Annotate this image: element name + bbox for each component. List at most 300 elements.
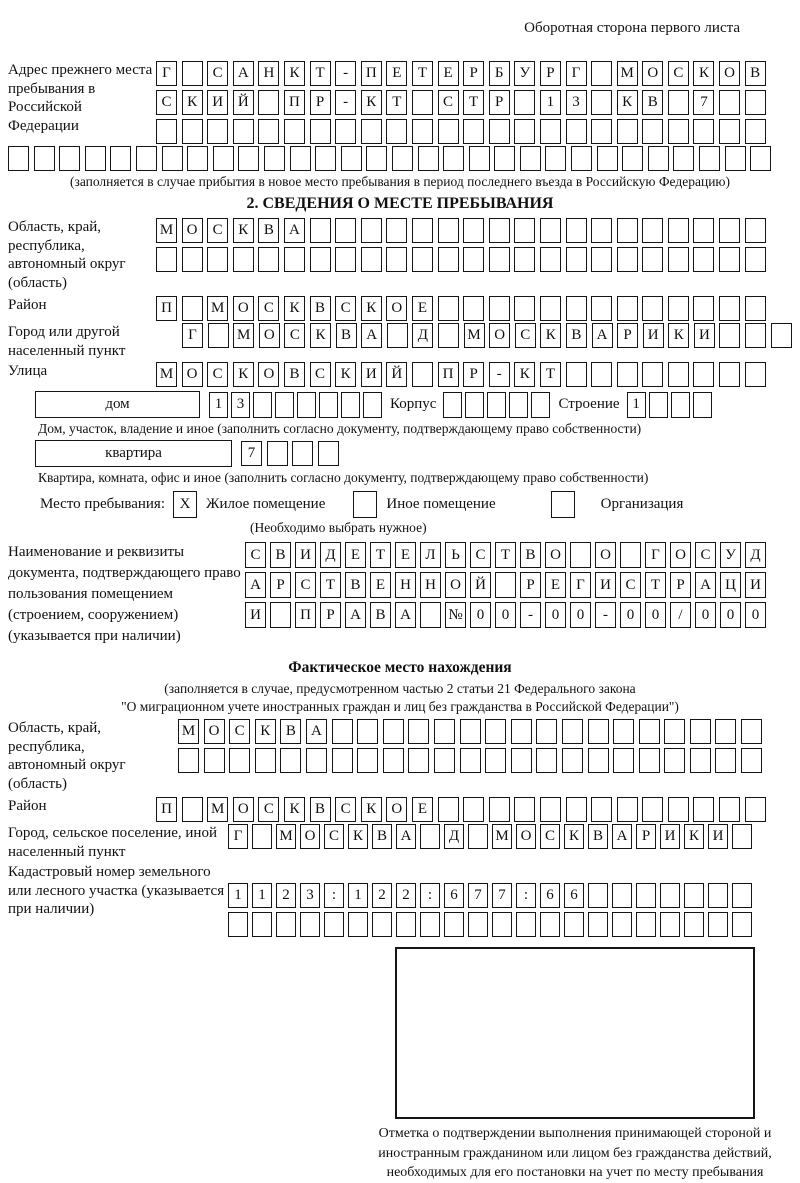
- char-cell[interactable]: П: [156, 797, 177, 822]
- char-cell[interactable]: К: [233, 218, 254, 243]
- apartment-type-box[interactable]: квартира: [35, 440, 232, 467]
- char-cell[interactable]: [693, 392, 712, 418]
- char-cell[interactable]: [489, 247, 510, 272]
- char-cell[interactable]: А: [592, 323, 613, 348]
- char-cell[interactable]: Т: [412, 61, 433, 86]
- char-cell[interactable]: [591, 61, 612, 86]
- char-cell[interactable]: [540, 218, 561, 243]
- char-cell[interactable]: П: [438, 362, 459, 387]
- char-cell[interactable]: [591, 362, 612, 387]
- char-cell[interactable]: :: [420, 883, 440, 908]
- char-cell[interactable]: :: [324, 883, 344, 908]
- char-cell[interactable]: [489, 797, 510, 822]
- char-cell[interactable]: №: [445, 602, 466, 628]
- char-cell[interactable]: [489, 119, 510, 144]
- char-cell[interactable]: [771, 323, 792, 348]
- char-cell[interactable]: [208, 323, 229, 348]
- char-cell[interactable]: А: [233, 61, 254, 86]
- char-cell[interactable]: И: [694, 323, 715, 348]
- char-cell[interactable]: [310, 119, 331, 144]
- char-cell[interactable]: О: [516, 824, 536, 849]
- char-cell[interactable]: С: [324, 824, 344, 849]
- char-cell[interactable]: [438, 247, 459, 272]
- char-cell[interactable]: [591, 90, 612, 115]
- char-cell[interactable]: [182, 61, 203, 86]
- char-cell[interactable]: [396, 912, 416, 937]
- char-cell[interactable]: [719, 362, 740, 387]
- char-cell[interactable]: О: [545, 542, 566, 568]
- char-cell[interactable]: [383, 719, 404, 744]
- char-cell[interactable]: [732, 912, 752, 937]
- char-cell[interactable]: [292, 441, 313, 466]
- char-cell[interactable]: [444, 912, 464, 937]
- char-cell[interactable]: [392, 146, 413, 171]
- char-cell[interactable]: [255, 748, 276, 773]
- char-cell[interactable]: К: [348, 824, 368, 849]
- char-cell[interactable]: [588, 748, 609, 773]
- char-cell[interactable]: Н: [395, 572, 416, 598]
- char-cell[interactable]: К: [361, 90, 382, 115]
- char-cell[interactable]: Д: [745, 542, 766, 568]
- char-cell[interactable]: [693, 218, 714, 243]
- char-cell[interactable]: С: [515, 323, 536, 348]
- char-cell[interactable]: 2: [276, 883, 296, 908]
- char-cell[interactable]: С: [207, 218, 228, 243]
- char-cell[interactable]: В: [310, 797, 331, 822]
- char-cell[interactable]: [270, 602, 291, 628]
- char-cell[interactable]: М: [464, 323, 485, 348]
- char-cell[interactable]: М: [276, 824, 296, 849]
- char-cell[interactable]: /: [670, 602, 691, 628]
- char-cell[interactable]: [438, 797, 459, 822]
- char-cell[interactable]: Й: [233, 90, 254, 115]
- char-cell[interactable]: [267, 441, 288, 466]
- char-cell[interactable]: Т: [645, 572, 666, 598]
- char-cell[interactable]: [213, 146, 234, 171]
- char-cell[interactable]: В: [642, 90, 663, 115]
- char-cell[interactable]: Т: [386, 90, 407, 115]
- char-cell[interactable]: Г: [566, 61, 587, 86]
- char-cell[interactable]: И: [745, 572, 766, 598]
- char-cell[interactable]: Е: [386, 61, 407, 86]
- char-cell[interactable]: [514, 797, 535, 822]
- char-cell[interactable]: А: [396, 824, 416, 849]
- char-cell[interactable]: К: [564, 824, 584, 849]
- char-cell[interactable]: 2: [372, 883, 392, 908]
- char-cell[interactable]: [715, 719, 736, 744]
- char-cell[interactable]: [361, 218, 382, 243]
- char-cell[interactable]: С: [335, 797, 356, 822]
- char-cell[interactable]: [229, 748, 250, 773]
- char-cell[interactable]: В: [336, 323, 357, 348]
- char-cell[interactable]: [59, 146, 80, 171]
- char-cell[interactable]: [438, 323, 459, 348]
- char-cell[interactable]: К: [693, 61, 714, 86]
- char-cell[interactable]: 0: [470, 602, 491, 628]
- char-cell[interactable]: [642, 362, 663, 387]
- char-cell[interactable]: [420, 824, 440, 849]
- char-cell[interactable]: Е: [545, 572, 566, 598]
- char-cell[interactable]: К: [361, 296, 382, 321]
- char-cell[interactable]: [636, 912, 656, 937]
- char-cell[interactable]: Д: [412, 323, 433, 348]
- char-cell[interactable]: [443, 392, 462, 418]
- char-cell[interactable]: [612, 883, 632, 908]
- char-cell[interactable]: С: [258, 296, 279, 321]
- char-cell[interactable]: О: [670, 542, 691, 568]
- char-cell[interactable]: М: [617, 61, 638, 86]
- char-cell[interactable]: [264, 146, 285, 171]
- char-cell[interactable]: [332, 719, 353, 744]
- char-cell[interactable]: :: [516, 883, 536, 908]
- char-cell[interactable]: 7: [492, 883, 512, 908]
- char-cell[interactable]: О: [300, 824, 320, 849]
- char-cell[interactable]: [708, 883, 728, 908]
- char-cell[interactable]: [668, 90, 689, 115]
- char-cell[interactable]: М: [178, 719, 199, 744]
- char-cell[interactable]: А: [245, 572, 266, 598]
- char-cell[interactable]: [187, 146, 208, 171]
- char-cell[interactable]: [591, 119, 612, 144]
- char-cell[interactable]: [562, 719, 583, 744]
- char-cell[interactable]: [361, 119, 382, 144]
- char-cell[interactable]: У: [514, 61, 535, 86]
- char-cell[interactable]: [536, 719, 557, 744]
- char-cell[interactable]: И: [245, 602, 266, 628]
- char-cell[interactable]: [463, 247, 484, 272]
- char-cell[interactable]: [745, 119, 766, 144]
- char-cell[interactable]: [617, 218, 638, 243]
- char-cell[interactable]: С: [156, 90, 177, 115]
- char-cell[interactable]: [156, 247, 177, 272]
- char-cell[interactable]: 0: [645, 602, 666, 628]
- char-cell[interactable]: А: [395, 602, 416, 628]
- char-cell[interactable]: [412, 90, 433, 115]
- char-cell[interactable]: С: [310, 362, 331, 387]
- char-cell[interactable]: [412, 119, 433, 144]
- char-cell[interactable]: [357, 719, 378, 744]
- char-cell[interactable]: [514, 218, 535, 243]
- char-cell[interactable]: В: [280, 719, 301, 744]
- char-cell[interactable]: [182, 119, 203, 144]
- char-cell[interactable]: [463, 218, 484, 243]
- char-cell[interactable]: О: [386, 296, 407, 321]
- char-cell[interactable]: [613, 748, 634, 773]
- char-cell[interactable]: [387, 323, 408, 348]
- char-cell[interactable]: Т: [320, 572, 341, 598]
- char-cell[interactable]: [745, 797, 766, 822]
- char-cell[interactable]: Р: [463, 61, 484, 86]
- char-cell[interactable]: [642, 247, 663, 272]
- char-cell[interactable]: [642, 296, 663, 321]
- char-cell[interactable]: Г: [645, 542, 666, 568]
- char-cell[interactable]: 0: [495, 602, 516, 628]
- char-cell[interactable]: Н: [258, 61, 279, 86]
- char-cell[interactable]: [434, 719, 455, 744]
- char-cell[interactable]: В: [258, 218, 279, 243]
- char-cell[interactable]: О: [386, 797, 407, 822]
- char-cell[interactable]: [588, 719, 609, 744]
- char-cell[interactable]: [745, 362, 766, 387]
- char-cell[interactable]: [719, 90, 740, 115]
- char-cell[interactable]: [438, 218, 459, 243]
- char-cell[interactable]: [511, 719, 532, 744]
- char-cell[interactable]: С: [295, 572, 316, 598]
- char-cell[interactable]: [693, 119, 714, 144]
- char-cell[interactable]: -: [520, 602, 541, 628]
- char-cell[interactable]: -: [595, 602, 616, 628]
- char-cell[interactable]: [531, 392, 550, 418]
- char-cell[interactable]: [690, 719, 711, 744]
- char-cell[interactable]: [540, 247, 561, 272]
- char-cell[interactable]: Ц: [720, 572, 741, 598]
- char-cell[interactable]: [182, 296, 203, 321]
- char-cell[interactable]: [591, 296, 612, 321]
- char-cell[interactable]: [622, 146, 643, 171]
- char-cell[interactable]: К: [284, 797, 305, 822]
- char-cell[interactable]: [418, 146, 439, 171]
- char-cell[interactable]: [684, 912, 704, 937]
- char-cell[interactable]: Г: [156, 61, 177, 86]
- char-cell[interactable]: Е: [438, 61, 459, 86]
- char-cell[interactable]: -: [335, 61, 356, 86]
- char-cell[interactable]: Л: [420, 542, 441, 568]
- char-cell[interactable]: [566, 296, 587, 321]
- char-cell[interactable]: О: [182, 218, 203, 243]
- checkbox-organization[interactable]: [551, 491, 575, 518]
- char-cell[interactable]: Р: [270, 572, 291, 598]
- char-cell[interactable]: [276, 912, 296, 937]
- char-cell[interactable]: 0: [695, 602, 716, 628]
- char-cell[interactable]: М: [233, 323, 254, 348]
- char-cell[interactable]: И: [295, 542, 316, 568]
- char-cell[interactable]: А: [345, 602, 366, 628]
- char-cell[interactable]: [420, 912, 440, 937]
- char-cell[interactable]: [228, 912, 248, 937]
- char-cell[interactable]: А: [306, 719, 327, 744]
- char-cell[interactable]: К: [617, 90, 638, 115]
- char-cell[interactable]: [540, 797, 561, 822]
- char-cell[interactable]: [745, 218, 766, 243]
- char-cell[interactable]: [514, 247, 535, 272]
- char-cell[interactable]: 0: [720, 602, 741, 628]
- char-cell[interactable]: В: [345, 572, 366, 598]
- char-cell[interactable]: Й: [470, 572, 491, 598]
- char-cell[interactable]: Т: [495, 542, 516, 568]
- char-cell[interactable]: В: [370, 602, 391, 628]
- char-cell[interactable]: [588, 912, 608, 937]
- char-cell[interactable]: [699, 146, 720, 171]
- char-cell[interactable]: Р: [489, 90, 510, 115]
- char-cell[interactable]: М: [156, 362, 177, 387]
- char-cell[interactable]: [673, 146, 694, 171]
- char-cell[interactable]: [332, 748, 353, 773]
- char-cell[interactable]: [85, 146, 106, 171]
- char-cell[interactable]: 1: [627, 392, 646, 418]
- char-cell[interactable]: Е: [412, 296, 433, 321]
- char-cell[interactable]: Е: [412, 797, 433, 822]
- checkbox-residential[interactable]: X: [173, 491, 197, 518]
- char-cell[interactable]: [110, 146, 131, 171]
- char-cell[interactable]: [520, 146, 541, 171]
- char-cell[interactable]: [495, 572, 516, 598]
- char-cell[interactable]: П: [156, 296, 177, 321]
- char-cell[interactable]: Д: [320, 542, 341, 568]
- char-cell[interactable]: О: [445, 572, 466, 598]
- char-cell[interactable]: [468, 912, 488, 937]
- char-cell[interactable]: [297, 392, 316, 418]
- char-cell[interactable]: Р: [636, 824, 656, 849]
- char-cell[interactable]: 7: [693, 90, 714, 115]
- char-cell[interactable]: [284, 247, 305, 272]
- char-cell[interactable]: [566, 247, 587, 272]
- char-cell[interactable]: [460, 748, 481, 773]
- char-cell[interactable]: -: [335, 90, 356, 115]
- char-cell[interactable]: [420, 602, 441, 628]
- char-cell[interactable]: [465, 392, 484, 418]
- char-cell[interactable]: С: [620, 572, 641, 598]
- char-cell[interactable]: 3: [566, 90, 587, 115]
- char-cell[interactable]: [372, 912, 392, 937]
- char-cell[interactable]: [649, 392, 668, 418]
- char-cell[interactable]: [660, 883, 680, 908]
- char-cell[interactable]: [363, 392, 382, 418]
- char-cell[interactable]: [648, 146, 669, 171]
- char-cell[interactable]: С: [258, 797, 279, 822]
- char-cell[interactable]: К: [255, 719, 276, 744]
- char-cell[interactable]: [258, 90, 279, 115]
- char-cell[interactable]: [319, 392, 338, 418]
- char-cell[interactable]: [485, 719, 506, 744]
- char-cell[interactable]: 1: [252, 883, 272, 908]
- char-cell[interactable]: [612, 912, 632, 937]
- char-cell[interactable]: 6: [540, 883, 560, 908]
- checkbox-other-premises[interactable]: [353, 491, 377, 518]
- char-cell[interactable]: [341, 392, 360, 418]
- char-cell[interactable]: К: [514, 362, 535, 387]
- char-cell[interactable]: [540, 296, 561, 321]
- char-cell[interactable]: [514, 90, 535, 115]
- char-cell[interactable]: [639, 748, 660, 773]
- char-cell[interactable]: О: [719, 61, 740, 86]
- char-cell[interactable]: [668, 362, 689, 387]
- char-cell[interactable]: [310, 218, 331, 243]
- char-cell[interactable]: [492, 912, 512, 937]
- char-cell[interactable]: [514, 296, 535, 321]
- char-cell[interactable]: [383, 748, 404, 773]
- char-cell[interactable]: [252, 912, 272, 937]
- char-cell[interactable]: [412, 247, 433, 272]
- char-cell[interactable]: [8, 146, 29, 171]
- char-cell[interactable]: [745, 247, 766, 272]
- char-cell[interactable]: [318, 441, 339, 466]
- char-cell[interactable]: О: [182, 362, 203, 387]
- char-cell[interactable]: [745, 323, 766, 348]
- char-cell[interactable]: [591, 797, 612, 822]
- char-cell[interactable]: С: [470, 542, 491, 568]
- char-cell[interactable]: [412, 218, 433, 243]
- char-cell[interactable]: Й: [386, 362, 407, 387]
- char-cell[interactable]: [178, 748, 199, 773]
- char-cell[interactable]: [335, 218, 356, 243]
- char-cell[interactable]: [386, 247, 407, 272]
- char-cell[interactable]: [284, 119, 305, 144]
- char-cell[interactable]: 1: [228, 883, 248, 908]
- char-cell[interactable]: [668, 119, 689, 144]
- char-cell[interactable]: [591, 218, 612, 243]
- char-cell[interactable]: Г: [570, 572, 591, 598]
- char-cell[interactable]: Е: [345, 542, 366, 568]
- char-cell[interactable]: К: [335, 362, 356, 387]
- char-cell[interactable]: [693, 247, 714, 272]
- char-cell[interactable]: [540, 119, 561, 144]
- char-cell[interactable]: П: [295, 602, 316, 628]
- char-cell[interactable]: [745, 90, 766, 115]
- char-cell[interactable]: К: [668, 323, 689, 348]
- char-cell[interactable]: [348, 912, 368, 937]
- char-cell[interactable]: [732, 824, 752, 849]
- char-cell[interactable]: [617, 296, 638, 321]
- char-cell[interactable]: [315, 146, 336, 171]
- char-cell[interactable]: [725, 146, 746, 171]
- char-cell[interactable]: В: [520, 542, 541, 568]
- char-cell[interactable]: [258, 247, 279, 272]
- char-cell[interactable]: Р: [670, 572, 691, 598]
- char-cell[interactable]: [741, 748, 762, 773]
- char-cell[interactable]: [290, 146, 311, 171]
- char-cell[interactable]: [660, 912, 680, 937]
- char-cell[interactable]: А: [361, 323, 382, 348]
- char-cell[interactable]: [233, 247, 254, 272]
- char-cell[interactable]: [617, 119, 638, 144]
- char-cell[interactable]: 1: [348, 883, 368, 908]
- char-cell[interactable]: О: [595, 542, 616, 568]
- char-cell[interactable]: О: [233, 797, 254, 822]
- char-cell[interactable]: Д: [444, 824, 464, 849]
- char-cell[interactable]: [671, 392, 690, 418]
- char-cell[interactable]: [182, 797, 203, 822]
- char-cell[interactable]: [408, 719, 429, 744]
- char-cell[interactable]: [690, 748, 711, 773]
- char-cell[interactable]: Р: [320, 602, 341, 628]
- char-cell[interactable]: 3: [231, 392, 250, 418]
- char-cell[interactable]: О: [204, 719, 225, 744]
- char-cell[interactable]: [570, 542, 591, 568]
- char-cell[interactable]: О: [259, 323, 280, 348]
- char-cell[interactable]: М: [156, 218, 177, 243]
- char-cell[interactable]: Т: [463, 90, 484, 115]
- char-cell[interactable]: М: [207, 797, 228, 822]
- char-cell[interactable]: [668, 296, 689, 321]
- char-cell[interactable]: [489, 218, 510, 243]
- char-cell[interactable]: С: [245, 542, 266, 568]
- char-cell[interactable]: [341, 146, 362, 171]
- char-cell[interactable]: П: [361, 61, 382, 86]
- char-cell[interactable]: С: [335, 296, 356, 321]
- char-cell[interactable]: 0: [570, 602, 591, 628]
- char-cell[interactable]: 7: [241, 441, 262, 466]
- char-cell[interactable]: [668, 247, 689, 272]
- house-type-box[interactable]: дом: [35, 391, 200, 418]
- char-cell[interactable]: Г: [228, 824, 248, 849]
- char-cell[interactable]: 6: [564, 883, 584, 908]
- char-cell[interactable]: [750, 146, 771, 171]
- char-cell[interactable]: [719, 323, 740, 348]
- char-cell[interactable]: Р: [310, 90, 331, 115]
- char-cell[interactable]: К: [540, 323, 561, 348]
- char-cell[interactable]: Т: [310, 61, 331, 86]
- char-cell[interactable]: [511, 748, 532, 773]
